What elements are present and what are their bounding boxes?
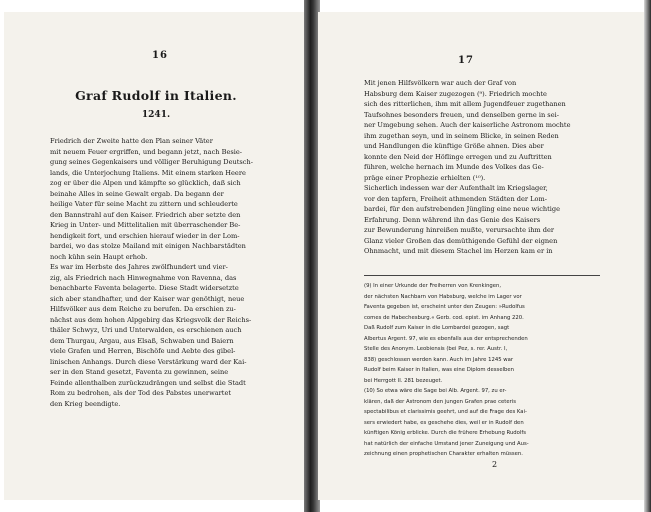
text-line: klären, daß der Astronom den jungen Grafen prae ceteris xyxy=(364,398,516,405)
chapter-title: Graf Rudolf in Italien. xyxy=(75,88,237,103)
text-line: Mit jenen Hilfsvölkern war auch der Graf von xyxy=(364,79,517,87)
page-number: 17 xyxy=(458,55,474,66)
text-line: 838) geschlossen werden kann. Auch im Jahre 1245 war xyxy=(364,356,514,363)
text-line: Krieg in Unter- und Mittelitalien mit überraschender Be- xyxy=(50,221,241,229)
text-line: zur Bewunderung hinreißen mußte, verursachte ihm der xyxy=(364,226,555,234)
text-line: beinahe Alles in seine Gewalt ergab. Da begann der xyxy=(50,189,224,198)
text-line: führen, welche hernach im Munde des Volkes das Ge- xyxy=(364,163,544,171)
text-line: zig, als Friedrich nach Hinwegnahme von Ravenna, das xyxy=(50,273,237,282)
text-line: Rudolf beim Kaiser in Italien, was eine Diplom desselben xyxy=(364,367,515,373)
text-line: den Bannstrahl auf den Kaiser. Friedrich aber setzte den xyxy=(50,210,241,219)
text-line: dem Thurgau, Argau, aus Elsaß, Schwaben und Baiern xyxy=(50,336,234,345)
text-line: thäler Schwyz, Uri und Unterwalden, es erschienen auch xyxy=(50,326,242,334)
text-line: bardei, für den aufstrebenden Jüngling eine neue wichtige xyxy=(364,205,561,213)
text-line: und Handlungen die künftige Größe ahnen. Dies aber xyxy=(364,142,544,150)
text-line: hat natürlich der einfache Umstand jener Zuneigung und Aus- xyxy=(364,440,529,447)
text-line: mit neuem Feuer ergriffen, und begann jetzt, nach Besie- xyxy=(50,147,242,156)
text-line: comes de Habechesburg.« Gerb. cod. epist. im Anhang 220. xyxy=(364,314,524,321)
page-number: 16 xyxy=(152,50,168,61)
right-body-text xyxy=(364,78,600,257)
footnote-divider xyxy=(364,275,600,276)
text-line: sich aber standhafter, und der Kaiser war genöthigt, neue xyxy=(50,294,245,303)
text-line: den Krieg beendigte. xyxy=(50,399,121,408)
text-line: linischen Anhangs. Durch diese Verstärkung ward der Kai- xyxy=(50,357,247,366)
footnotes xyxy=(364,282,600,461)
text-line: bardei, wo das stolze Mailand mit einigen Nachbarstädten xyxy=(50,242,246,250)
text-line: Friedrich der Zweite hatte den Plan seiner Väter xyxy=(50,137,213,145)
text-line: Faventa gegeben ist, erscheint unter den Zeugen: »Rudolfus xyxy=(364,304,525,310)
text-line: Rom zu bedrohen, als der Tod des Pabstes unerwartet xyxy=(50,389,232,397)
text-line: spectabilibus et clarissimis geehrt, und auf die Frage des Kai- xyxy=(364,409,527,415)
text-line: ner Umgebung sehen. Auch der kaiserliche Astronom mochte xyxy=(364,121,571,129)
page-edge xyxy=(644,0,651,512)
top-margin xyxy=(0,0,651,12)
text-line: Taufsohnes besonders freuen, und denselben gerne in sei- xyxy=(364,110,559,119)
text-line: Glanz vieler Großen das demüthigende Gefühl der eignen xyxy=(364,236,558,245)
text-line: konnte den Neid der Höflinge erregen und zu Auftritten xyxy=(364,152,552,161)
text-line: benachbarte Faventa belagerte. Diese Stadt widersetzte xyxy=(50,284,239,292)
text-line: gung seines Gegenkaisers und völliger Beruhigung Deutsch- xyxy=(50,158,253,166)
text-line: zeichnung einen prophetischen Charakter erhalten müssen. xyxy=(364,451,523,457)
text-line: noch kühn sein Haupt erhob. xyxy=(50,252,148,261)
text-line: Es war im Herbste des Jahres zwölfhundert und vier- xyxy=(50,263,228,271)
text-line: Erfahrung. Denn während ihn das Genie des Kaisers xyxy=(364,215,541,224)
text-line: (10) So etwa wäre die Sage bei Alb. Argent. 97, zu er- xyxy=(364,388,507,394)
text-line: heilige Vater für seine Macht zu zittern und schleuderte xyxy=(50,200,238,208)
text-line: lands, die Unterjochung Italiens. Mit einem starken Heere xyxy=(50,168,246,177)
text-line: Feinde allenthalben zurückzudrängen und selbst die Stadt xyxy=(50,378,246,387)
right-page xyxy=(318,12,644,500)
text-line: präge einer Prophezie erhielten (¹⁰). xyxy=(364,173,486,182)
text-line: sich des ritterlichen, ihm mit allem Jugendfeuer zugethanen xyxy=(364,100,566,108)
text-line: Daß Rudolf zum Kaiser in die Lombardei gezogen, sagt xyxy=(364,325,510,331)
text-line: (9) In einer Urkunde der Freiherren von Krenkingen, xyxy=(364,283,502,289)
left-page xyxy=(4,12,308,500)
text-line: der nächsten Nachbarn von Habsburg, welche im Lager vor xyxy=(364,293,522,300)
text-line: Habsburg dem Kaiser zugezogen (⁹). Friedrich mochte xyxy=(364,89,547,98)
text-line: viele Grafen und Herren, Bischöfe und Aebte des gibel- xyxy=(50,347,236,355)
text-line: sers erwiedert habe, es geschehe dies, weil er in Rudolf den xyxy=(364,419,524,426)
left-body-text xyxy=(50,136,272,409)
text-line: ihm zugethan seyn, und in seinem Blicke, in seinen Reden xyxy=(364,131,559,140)
text-line: Sicherlich indessen war der Aufenthalt im Kriegslager, xyxy=(364,184,548,192)
chapter-year: 1241. xyxy=(141,110,171,120)
text-line: Stelle des Anonym. Leobiensis (bei Pez, s. rer. Austr. I, xyxy=(364,346,508,352)
text-line: nächst aus dem hohen Alpgebirg das Kriegsvolk der Reichs- xyxy=(50,315,252,324)
text-line: ser in den Stand gesetzt, Faventa zu gewinnen, seine xyxy=(50,368,229,376)
text-line: vor den tapfern, Freiheit athmenden Städten der Lom- xyxy=(364,194,547,203)
text-line: bei Herrgott II. 281 bezeuget. xyxy=(364,377,443,384)
text-line: künftigen König erblicke. Durch die frühere Erhebung Rudolfs xyxy=(364,430,526,436)
text-line: Hilfsvölker aus dem Reiche zu berufen. Da erschien zu- xyxy=(50,305,236,313)
text-line: hendigkeit fort, und erschien hierauf wieder in der Lom- xyxy=(50,231,240,240)
text-line: zog er über die Alpen und kämpfte so glücklich, daß sich xyxy=(50,179,241,187)
text-line: Ohnmacht, und mit diesem Stachel im Herzen kam er in xyxy=(364,247,553,255)
text-line: Albertus Argent. 97, wie es ebenfalls aus der entsprechenden xyxy=(364,335,528,342)
signature-mark: 2 xyxy=(492,460,498,469)
